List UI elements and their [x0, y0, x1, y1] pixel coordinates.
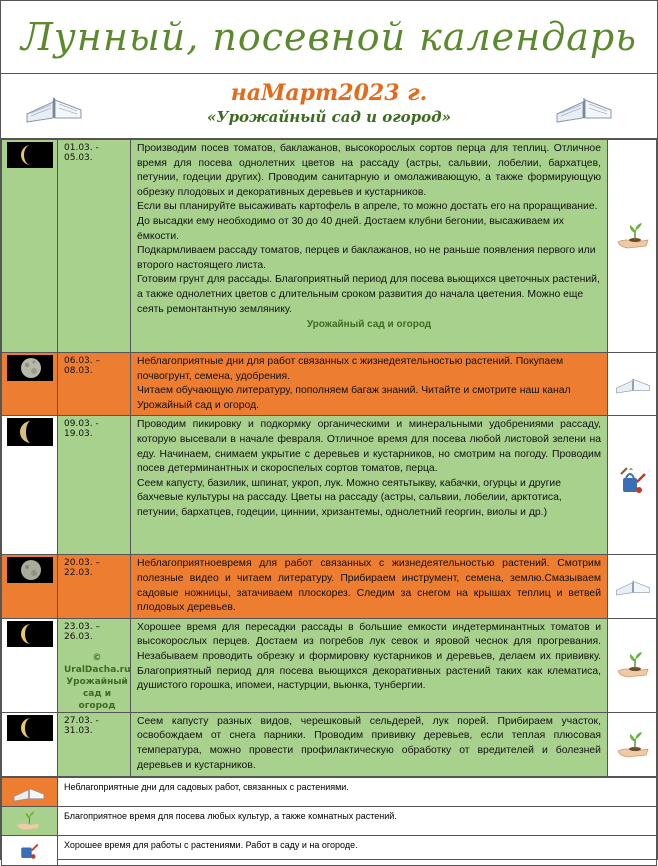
description-text: Готовим грунт для рассады. Благоприятный период для посева вьющихся цветочных растений, а также однолетних цветов с длительным сроком развития до начала цветения. Можно еще сеять ремонтантную землянику. [137, 274, 600, 315]
seedling-hand-icon [14, 809, 42, 831]
icon-cell [608, 416, 657, 555]
description-text: Если вы планируйте высаживать картофель в апреле, то можно достать его на проращивание. До высадки ему необходимо от 30 до 40 дней. Достаем клубни бегонии, высаживаем их ёмкости. [137, 201, 598, 242]
open-book-icon [614, 571, 652, 597]
garden-tools-icon [16, 837, 40, 861]
date-range [58, 618, 131, 712]
description-cell [131, 416, 608, 555]
calendar-row [2, 618, 657, 712]
moon-phase-icon [7, 355, 53, 381]
legend-text: Благоприятное время для посева любых культур, а также комнатных растений. [58, 806, 657, 835]
moon-phase-icon [7, 715, 53, 741]
description-text: Неблагоприятноевремя для работ связанных с жизнедеятельностью растений. Смотрим полезные видео и читаем литературу. Прибираем инструмент, семена, землю.Смазываем садовые ножницы, затачиваем плоскорез. Следим за снегом на крышах теплиц и ветвей плодовых деревьев. [137, 558, 601, 614]
legend-row [2, 806, 657, 835]
calendar-row [2, 353, 657, 416]
date-range: 27.03. - 31.03. [58, 712, 131, 776]
date-range: 06.03. – 08.03. [58, 353, 131, 416]
moon-phase-icon [7, 621, 53, 647]
watermark-site: © UralDacha.ru [64, 652, 131, 675]
title-row [1, 1, 657, 74]
open-book-icon [614, 369, 652, 395]
description-cell [131, 140, 608, 353]
moon-phase-icon [7, 418, 53, 446]
watermark-name: Урожайный сад и огород [66, 676, 128, 711]
icon-cell [608, 618, 657, 712]
legend-icon-cell [2, 777, 58, 806]
moon-cell [2, 555, 58, 618]
moon-cell [2, 353, 58, 416]
description-text: Проводим пикировку и подкормку органическими и минеральными удобрениями рассаду, которую высевали в начале февраля. Отличное время для посева любой листовой зелени на еду. Начинаем, снимаем укрытие с деревьев и кустарников, но смотрим на погоду. Проводим посев детерминантных и скороспелых сортов томатов, перца. [137, 419, 601, 475]
legend-text: Хорошее время для работы с растениями. Работ в саду и на огороде. [58, 835, 657, 865]
calendar-row [2, 140, 657, 353]
seedling-hand-icon [616, 649, 650, 679]
seedling-hand-icon [616, 220, 650, 250]
icon-cell [608, 353, 657, 416]
description-text: Читаем обучающую литературу, пополняем багаж знаний. Читайте и смотрите наш канал Урожайный сад и огород. [137, 385, 571, 411]
icon-cell [608, 140, 657, 353]
calendar-table [1, 139, 657, 777]
date-range: 09.03. - 19.03. [58, 416, 131, 555]
legend-table [1, 777, 657, 866]
description-text: Неблагоприятные дни для работ связанных с жизнедеятельностью растений. Покупаем почвогрунт, семена, удобрения. [137, 356, 564, 382]
description-cell [131, 712, 608, 776]
description-text: Сеем капусту разных видов, черешковый сельдерей, лук порей. Прибираем участок, освобождаем от снега парники. Проводим прививку деревьев, если теплая плюсовая температура, можно провести профилактическую обработку от вредителей и болезней деревьев и кустарников. [137, 715, 601, 771]
icon-cell [608, 555, 657, 618]
moon-cell [2, 140, 58, 353]
legend-icon-cell [2, 806, 58, 835]
description-cell [131, 353, 608, 416]
moon-phase-icon [7, 142, 53, 168]
garden-tools-icon [617, 464, 647, 496]
open-book-icon [12, 780, 46, 802]
legend-row [2, 835, 657, 865]
calendar-row [2, 555, 657, 618]
calendar-row [2, 712, 657, 776]
date-range-text: 23.03. – 26.03. [64, 621, 100, 642]
description-cell [131, 618, 608, 712]
open-book-icon [23, 84, 85, 124]
description-cell [131, 555, 608, 618]
description-text: Подкармливаем рассаду томатов, перцев и баклажанов, но не раньше появления первого или второго настоящего листа. [137, 245, 596, 271]
moon-cell [2, 618, 58, 712]
description-text: Сеем капусту, базилик, шпинат, укроп, лук. Можно сеятьтыкву, кабачки, огурцы и другие бахчевые культуры на рассаду. Цветы на рассаду (астры, сальвии, лобелии, арктотиса, петунии, бархатцев, годеции, циннии, хризантемы, однолетний георгин, виолы и др.) [137, 477, 562, 518]
seedling-hand-icon [616, 729, 650, 759]
header-row [1, 74, 657, 139]
subtitle: «Урожайный сад и огород» [207, 108, 451, 126]
date-range: 01.03. - 05.03. [58, 140, 131, 353]
description-text: Производим посев томатов, баклажанов, высокорослых сортов перца для теплиц. Отличное время для посева однолетних цветов на рассаду (астры, сальвии, лобелии, бархатцев, петунии, годеции других). Проводим санитарную и омолаживающую, а также формирующую обрезку плодовых и декоративных деревьев и кустарников. [137, 143, 601, 198]
date-range: 20.03. – 22.03. [58, 555, 131, 618]
month-label: наМарт2023 г. [230, 80, 428, 106]
description-text: Хорошее время для пересадки рассады в большие емкости индетерминантных томатов и высокорослых перцев. Достаем из погребов лук севок и яровой чеснок для прогревания. Незабываем проводить обрезку и формировку кустарников и деревьев, делаем их прививку. Благоприятный период для посева вьющихся декоративных растений таких как клематиса, душистого горошка, ипомеи, настурции, вьюнка, тунбергии. [137, 621, 601, 692]
legend-text: Неблагоприятные дни для садовых работ, связанных с растениями. [58, 777, 657, 806]
legend-row [2, 777, 657, 806]
moon-phase-icon [7, 557, 53, 583]
moon-cell [2, 712, 58, 776]
calendar-row [2, 416, 657, 555]
moon-cell [2, 416, 58, 555]
watermark: Урожайный сад и огород [306, 319, 432, 331]
open-book-icon [553, 84, 615, 124]
legend-icon-cell [2, 835, 58, 865]
page-title: Лунный, посевной календарь [21, 15, 637, 59]
icon-cell [608, 712, 657, 776]
